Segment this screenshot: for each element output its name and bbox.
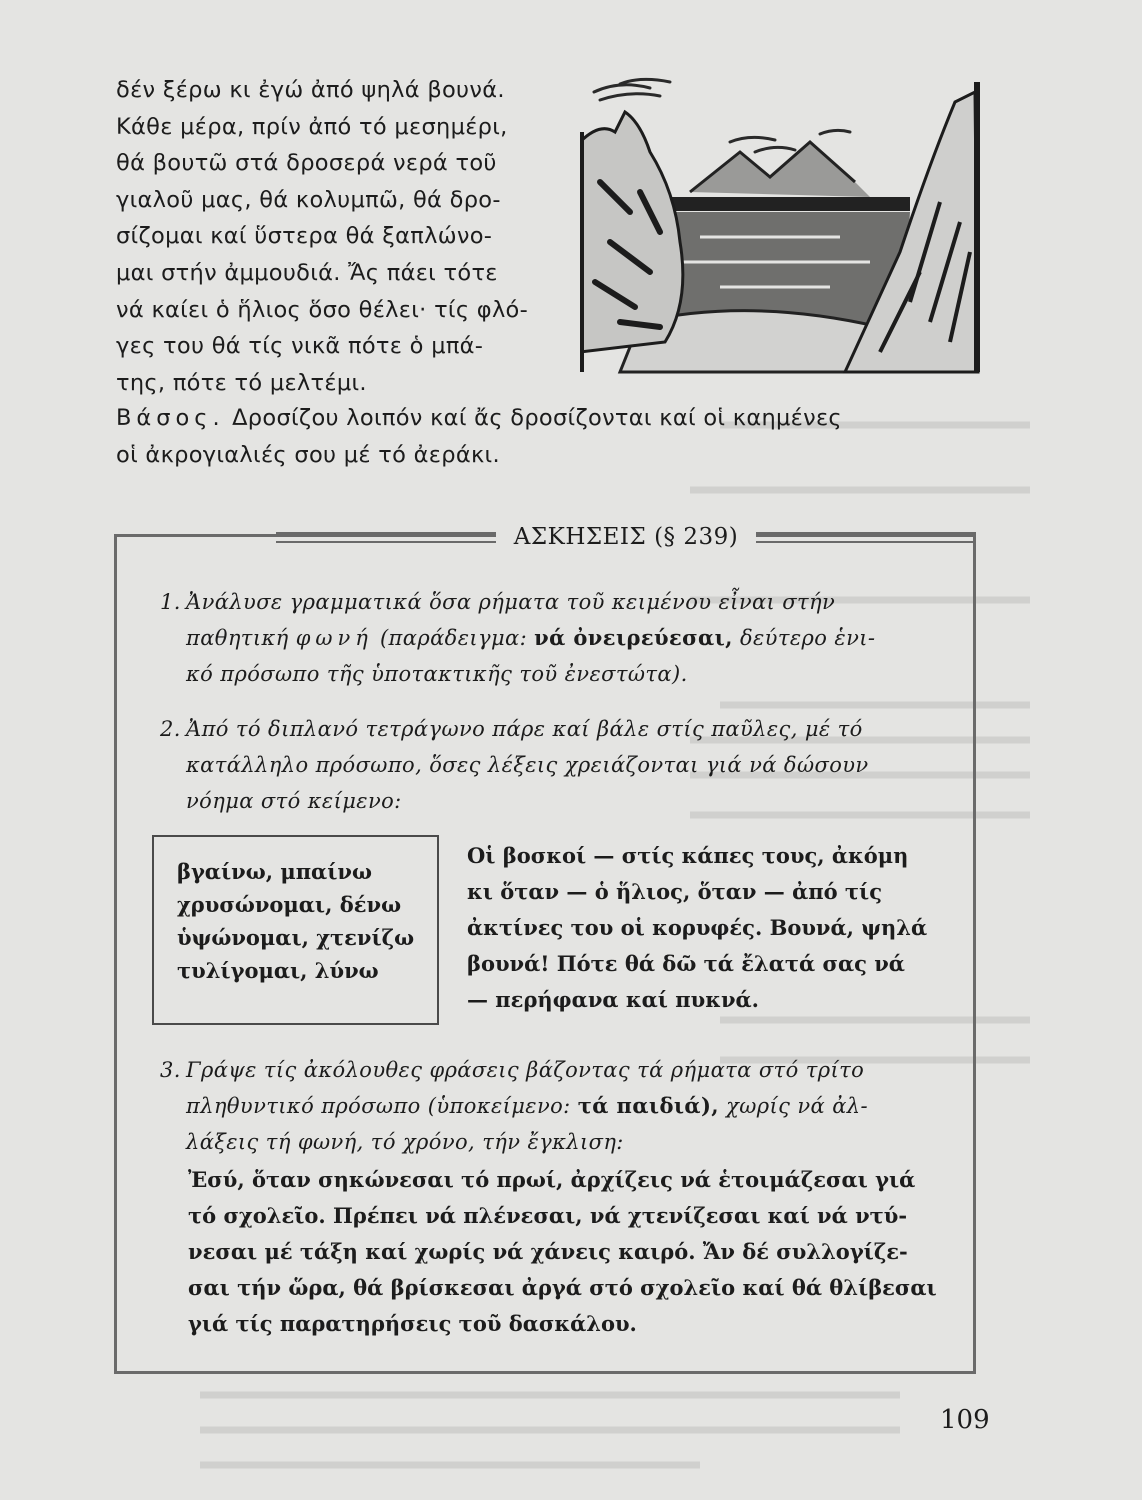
fill-in-line: βουνά! Πότε θά δῶ τά ἔλατά σας νά <box>467 951 905 976</box>
exercise-line <box>160 711 869 747</box>
exercise-text: Ἀπό τό διπλανό τετράγωνο πάρε καί βάλε στίς παῦλες, μέ τό <box>186 717 863 741</box>
exercise-text: δεύτερο ἑνι- <box>739 626 876 650</box>
text-line: σίζομαι καί ὕστερα θά ξαπλώνο- <box>116 223 493 250</box>
exercise-number: 3. <box>160 1058 181 1082</box>
exercise-3-passage <box>188 1162 950 1342</box>
word-bank-box <box>152 835 439 1025</box>
exercise-line <box>160 1088 868 1124</box>
word-bank-line: ὑψώνομαι, χτενίζω <box>177 925 415 950</box>
exercise-text-spaced: φωνή <box>295 626 373 650</box>
exercise-text: παθητική <box>186 626 289 650</box>
speaker-name: Βάσος. <box>116 405 225 431</box>
exercise-text: κό πρόσωπο τῆς ὑποτακτικῆς τοῦ ἐνεστώτα). <box>186 662 688 686</box>
fill-in-text <box>467 838 947 1018</box>
exercise-number: 1. <box>160 590 181 614</box>
heading-rule-left <box>276 532 496 543</box>
fill-in-line: — περήφανα καί πυκνά. <box>467 987 759 1012</box>
fill-in-line: Οἱ βοσκοί — στίς κάπες τους, ἀκόμη <box>467 843 909 868</box>
text-line: οἱ ἀκρογιαλιές σου μέ τό ἀεράκι. <box>116 442 500 468</box>
exercise-text: κατάλληλο πρόσωπο, ὅσες λέξεις χρειάζονται γιά νά δώσουν <box>186 753 869 777</box>
exercise-line <box>160 656 875 692</box>
example-word: νά ὀνειρεύεσαι, <box>534 625 733 650</box>
exercise-1 <box>160 584 875 692</box>
exercise-line <box>160 747 869 783</box>
text-line: γες του θά τίς νικᾶ πότε ὁ μπά- <box>116 333 484 360</box>
text-line: Κάθε μέρα, πρίν ἀπό τό μεσημέρι, <box>116 113 508 140</box>
exercises-heading: ΑΣΚΗΣΕΙΣ (§ 239) <box>496 524 756 550</box>
fill-in-line: κι ὅταν — ὁ ἥλιος, ὅταν — ἀπό τίς <box>467 879 883 904</box>
passage-line: τό σχολεῖο. Πρέπει νά πλένεσαι, νά χτενίζεσαι καί νά ντύ- <box>188 1203 908 1228</box>
exercise-text: (παράδειγμα: <box>379 626 528 650</box>
text-line: δέν ξέρω κι ἐγώ ἀπό ψηλά βουνά. <box>116 77 505 103</box>
word-bank-line: χρυσώνομαι, δένω <box>177 892 402 917</box>
word-bank-line: τυλίγομαι, λύνω <box>177 958 379 983</box>
word-bank-line: βγαίνω, μπαίνω <box>177 859 372 884</box>
text-line <box>116 400 966 437</box>
text-line: γιαλοῦ μας, θά κολυμπῶ, θά δρο- <box>116 186 501 213</box>
intro-paragraph <box>116 72 586 401</box>
exercise-line <box>160 620 875 656</box>
passage-line: Ἐσύ, ὅταν σηκώνεσαι τό πρωί, ἀρχίζεις νά ἑτοιμάζεσαι γιά <box>188 1167 916 1192</box>
exercise-text: νόημα στό κείμενο: <box>186 789 402 813</box>
exercise-number: 2. <box>160 717 181 741</box>
heading-rule-right <box>756 532 976 543</box>
exercise-text: Γράψε τίς ἀκόλουθες φράσεις βάζοντας τά ρήματα στό τρίτο <box>186 1058 865 1082</box>
coastal-bay-illustration <box>580 72 980 382</box>
exercise-text: χωρίς νά ἀλ- <box>726 1094 868 1118</box>
exercises-heading-bar <box>276 522 976 552</box>
passage-line: γιά τίς παρατηρήσεις τοῦ δασκάλου. <box>188 1311 637 1336</box>
exercise-line <box>160 584 875 620</box>
exercise-line <box>160 1124 868 1160</box>
exercise-text: πληθυντικό πρόσωπο (ὑποκείμενο: <box>186 1094 571 1118</box>
exercise-2 <box>160 711 869 819</box>
passage-line: σαι τήν ὥρα, θά βρίσκεσαι ἀργά στό σχολεῖο καί θά θλίβεσαι <box>188 1275 937 1300</box>
exercise-line <box>160 783 869 819</box>
exercise-3 <box>160 1052 868 1160</box>
exercise-line <box>160 1052 868 1088</box>
text-line: νά καίει ὁ ἥλιος ὅσο θέλει· τίς φλό- <box>116 296 529 323</box>
dialogue-reply <box>116 400 966 474</box>
text-line: της, πότε τό μελτέμι. <box>116 369 367 396</box>
text-line: θά βουτῶ στά δροσερά νερά τοῦ <box>116 150 497 177</box>
text-line: μαι στήν ἀμμουδιά. Ἄς πάει τότε <box>116 259 498 286</box>
page-number: 109 <box>940 1405 990 1435</box>
reply-text: Δροσίζου λοιπόν καί ἄς δροσίζονται καί οἱ καημένες <box>232 405 842 431</box>
exercise-text: Ἀνάλυσε γραμματικά ὅσα ρήματα τοῦ κειμένου εἶναι στήν <box>186 590 836 614</box>
subject-word: τά παιδιά), <box>577 1093 720 1118</box>
exercise-text: λάξεις τή φωνή, τό χρόνο, τήν ἔγκλιση: <box>186 1130 624 1154</box>
passage-line: νεσαι μέ τάξη καί χωρίς νά χάνεις καιρό. Ἄν δέ συλλογίζε- <box>188 1239 908 1264</box>
fill-in-line: ἀκτίνες του οἱ κορυφές. Βουνά, ψηλά <box>467 915 928 940</box>
